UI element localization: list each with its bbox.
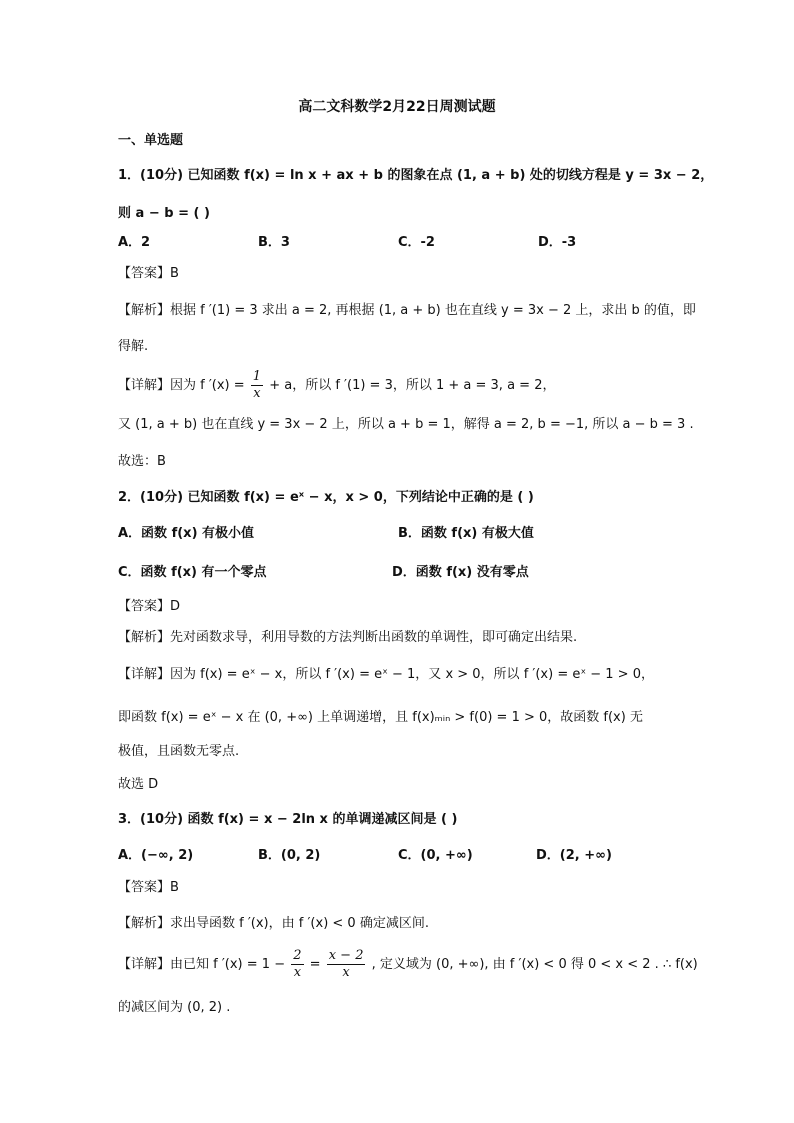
q3-fraction-1-numerator: 2 (293, 948, 302, 963)
q1-option-d: D．-3 (538, 235, 577, 250)
q1-detail-line1 (118, 366, 555, 406)
q1-stem-line1: 1．(10分) 已知函数 f(x) = ln x + ax + b 的图象在点 (1, a + b) 处的切线方程是 y = 3x − 2， (118, 168, 714, 183)
q1-fraction (251, 369, 263, 402)
q3-option-b: B．(0, 2) (258, 848, 321, 863)
q1-analysis-line1: 【解析】根据 f ′(1) = 3 求出 a = 2, 再根据 (1, a + b) 也在直线 y = 3x − 2 上，求出 b 的值，即 (118, 303, 696, 318)
q2-option-a: A．函数 f(x) 有极小值 (118, 526, 255, 541)
q1-detail-line2: 又 (1, a + b) 也在直线 y = 3x − 2 上，所以 a + b = 1，解得 a = 2, b = −1, 所以 a − b = 3 . (118, 417, 694, 432)
q3-answer: 【答案】B (118, 880, 179, 895)
q1-answer: 【答案】B (118, 266, 179, 281)
q2-stem: 2．(10分) 已知函数 f(x) = eˣ − x，x > 0，下列结论中正确的是 ( ) (118, 490, 534, 505)
q2-option-b: B．函数 f(x) 有极大值 (398, 526, 534, 541)
q1-stem-line2: 则 a − b = ( ) (118, 206, 210, 221)
q1-fraction-numerator: 1 (252, 369, 262, 384)
q1-detail-text-b: + a，所以 f ′(1) = 3，所以 1 + a = 3, a = 2， (269, 378, 556, 393)
q1-option-b: B．3 (258, 235, 290, 250)
q2-option-d: D．函数 f(x) 没有零点 (392, 565, 529, 580)
section-heading: 一、单选题 (118, 133, 184, 148)
q1-analysis-line2: 得解. (118, 339, 149, 354)
q3-fraction-2 (327, 948, 366, 981)
q3-analysis: 【解析】求出导函数 f ′(x)，由 f ′(x) < 0 确定减区间. (118, 916, 429, 931)
q3-stem: 3．(10分) 函数 f(x) = x − 2ln x 的单调递减区间是 ( ) (118, 812, 458, 827)
q3-detail-text-b: , 定义域为 (0, +∞), 由 f ′(x) < 0 得 0 < x < 2 . ∴ f(x) (371, 957, 698, 972)
q3-equals-sign: = (309, 957, 321, 972)
q2-option-c: C．函数 f(x) 有一个零点 (118, 565, 267, 580)
q3-option-c: C．(0, +∞) (398, 848, 473, 863)
q1-option-c: C．-2 (398, 235, 435, 250)
q3-detail-text-a: 【详解】由已知 f ′(x) = 1 − (118, 957, 286, 972)
q2-detail-line2: 即函数 f(x) = eˣ − x 在 (0, +∞) 上单调递增，且 f(x)ₘᵢₙ > f(0) = 1 > 0，故函数 f(x) 无 (118, 710, 643, 725)
q1-option-a: A．2 (118, 235, 151, 250)
q3-fraction-1-denominator: x (293, 965, 302, 980)
page-title: 高二文科数学2月22日周测试题 (298, 99, 496, 115)
q3-fraction-2-denominator: x (342, 965, 350, 980)
q3-fraction-1 (291, 948, 303, 981)
q1-fraction-denominator: x (253, 386, 261, 401)
q1-choose: 故选：B (118, 454, 166, 469)
q2-answer: 【答案】D (118, 599, 181, 614)
q3-detail-line2: 的减区间为 (0, 2) . (118, 1000, 231, 1015)
q3-option-a: A．(−∞, 2) (118, 848, 194, 863)
q3-option-d: D．(2, +∞) (536, 848, 612, 863)
q2-detail-line1: 【详解】因为 f(x) = eˣ − x，所以 f ′(x) = eˣ − 1，又 x > 0，所以 f ′(x) = eˣ − 1 > 0， (118, 667, 654, 682)
q2-choose: 故选 D (118, 777, 159, 792)
q3-fraction-2-numerator: x − 2 (328, 948, 364, 963)
q2-detail-line3: 极值，且函数无零点. (118, 744, 240, 759)
q3-detail-line1 (118, 945, 698, 985)
q1-detail-text-a: 【详解】因为 f ′(x) = (118, 378, 245, 393)
q2-analysis: 【解析】先对函数求导，利用导数的方法判断出函数的单调性，即可确定出结果. (118, 630, 578, 645)
